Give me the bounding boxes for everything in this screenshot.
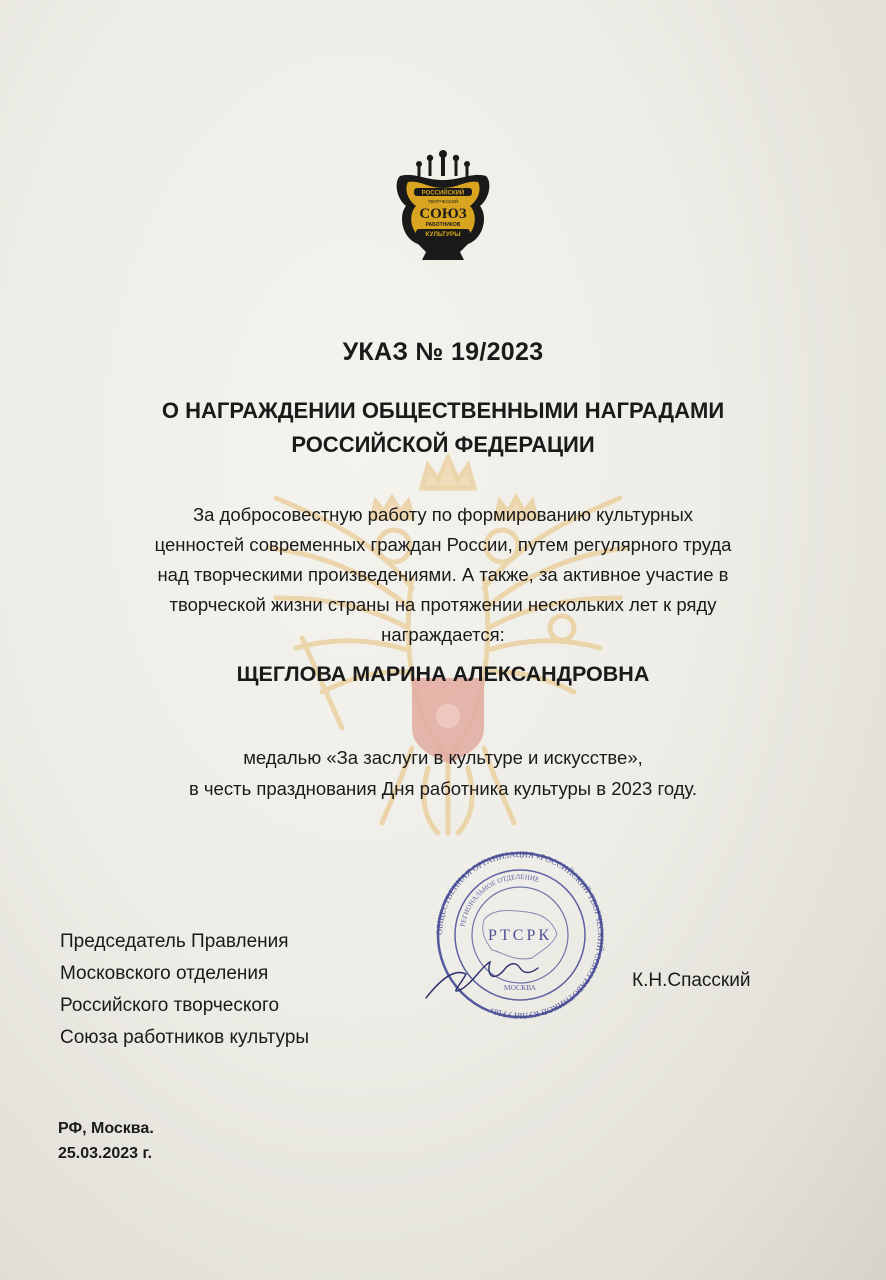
body-line-3: над творческими произведениями. А также, за активное участие в	[157, 564, 729, 585]
body-line-2: ценностей современных граждан России, путем регулярного труда	[154, 534, 732, 555]
signatory-line-1: Председатель Правления	[60, 931, 289, 952]
decree-subtitle	[0, 394, 886, 462]
signatory-title	[60, 926, 309, 1054]
award-description	[0, 742, 886, 804]
logo-main-text: СОЮЗ	[419, 206, 467, 222]
body-line-5: награждается:	[381, 624, 505, 645]
seal-outer-text: ОБЩЕСТВЕННАЯ ОРГАНИЗАЦИЯ «РОССИЙСКИЙ ТВОРЧЕСКИЙ СОЮЗ РАБОТНИКОВ КУЛЬТУРЫ»	[433, 850, 607, 1022]
signatory-line-3: Российского творческого	[60, 995, 280, 1016]
recipient-name: ЩЕГЛОВА МАРИНА АЛЕКСАНДРОВНА	[236, 662, 650, 686]
date: 25.03.2023 г.	[58, 1145, 153, 1162]
body-line-4: творческой жизни страны на протяжении нескольких лет к ряду	[169, 594, 717, 615]
union-logo	[392, 148, 494, 262]
signatory-line-2: Московского отделения	[60, 963, 269, 984]
logo-middle-text: ТВОРЧЕСКИЙ	[427, 199, 459, 204]
signer-name: К.Н.Спасский	[632, 970, 751, 991]
subtitle-line-2: РОССИЙСКОЙ ФЕДЕРАЦИИ	[291, 432, 595, 457]
award-line-1: медалью «За заслуги в культуре и искусстве»,	[243, 747, 643, 768]
official-seal	[420, 850, 620, 1030]
signature	[426, 962, 538, 998]
signatory-line-4: Союза работников культуры	[60, 1027, 310, 1048]
place: РФ, Москва.	[58, 1120, 154, 1137]
logo-top-text: РОССИЙСКИЙ	[421, 190, 465, 197]
body-line-1: За добросовестную работу по формированию культурных	[192, 504, 694, 525]
seal-inner-text: РЕГИОНАЛЬНОЕ ОТДЕЛЕНИЕ	[458, 872, 541, 928]
seal-city-text: МОСКВА	[503, 983, 537, 992]
logo-lower-text: РАБОТНИКОВ	[425, 222, 461, 228]
logo-bottom-text: КУЛЬТУРЫ	[425, 231, 461, 238]
place-and-date	[58, 1116, 154, 1166]
subtitle-line-1: О НАГРАЖДЕНИИ ОБЩЕСТВЕННЫМИ НАГРАДАМИ	[161, 398, 725, 423]
decree-body	[0, 500, 886, 650]
seal-center-text: РТСРК	[487, 927, 553, 944]
decree-title: УКАЗ № 19/2023	[342, 338, 544, 366]
award-line-2: в честь празднования Дня работника культуры в 2023 году.	[188, 778, 698, 799]
